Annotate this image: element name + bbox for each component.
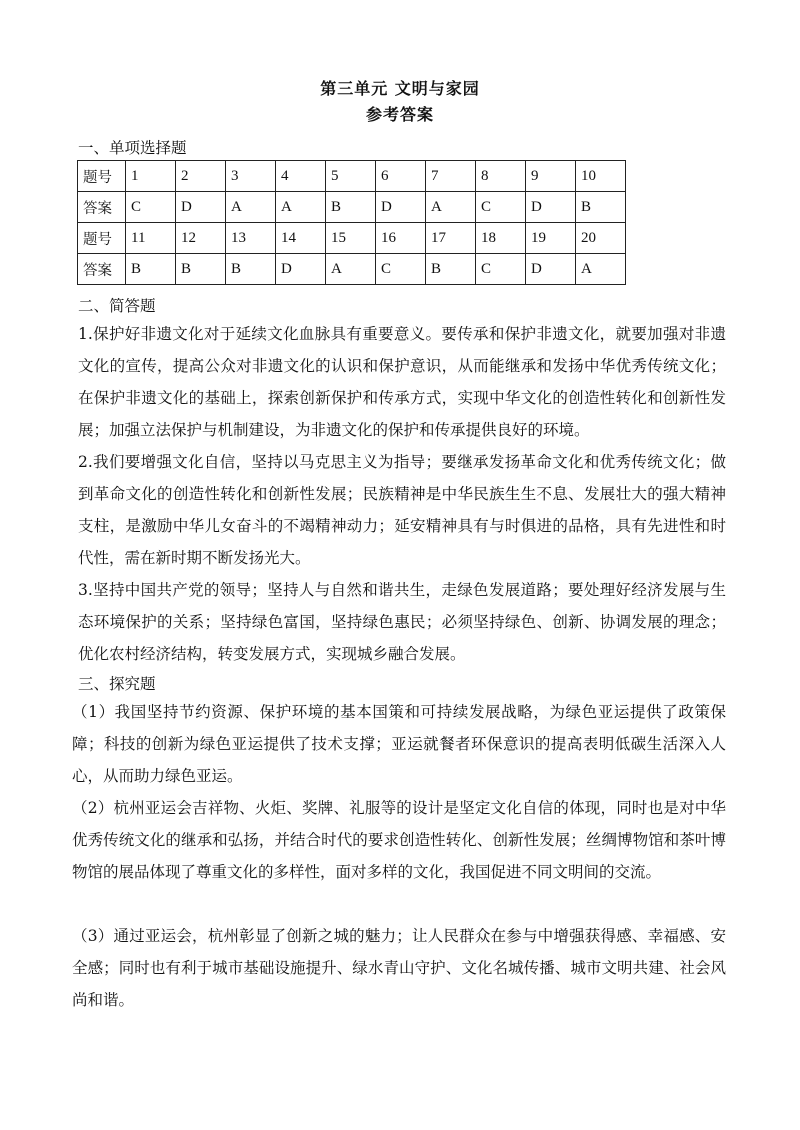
table-cell: D <box>176 192 226 223</box>
table-cell: A <box>326 254 376 285</box>
table-cell: 18 <box>476 223 526 254</box>
table-cell: C <box>126 192 176 223</box>
table-cell: B <box>176 254 226 285</box>
short-answer-2: 2.我们要增强文化自信，坚持以马克思主义为指导；要继承发扬革命文化和优秀传统文化；做到革命文化的创造性转化和创新性发展；民族精神是中华民族生生不息、发展壮大的强大精神支柱，是激励中华儿女奋斗的不竭精神动力；延安精神具有与时俱进的品格，具有先进性和时代性，需在新时期不断发扬光大。 <box>78 453 726 567</box>
short-answer-3: 3.坚持中国共产党的领导；坚持人与自然和谐共生，走绿色发展道路；要处理好经济发展与生态环境保护的关系；坚持绿色富国，坚持绿色惠民；必须坚持绿色、创新、协调发展的理念；优化农村经济结构，转变发展方式，实现城乡融合发展。 <box>78 581 726 663</box>
table-row <box>78 161 626 192</box>
table-cell: 20 <box>576 223 626 254</box>
table-cell: 1 <box>126 161 176 192</box>
table-cell: A <box>226 192 276 223</box>
table-cell: 9 <box>526 161 576 192</box>
table-cell: C <box>476 254 526 285</box>
table-cell: B <box>226 254 276 285</box>
table-cell: D <box>276 254 326 285</box>
table-cell: D <box>526 192 576 223</box>
table-cell: 15 <box>326 223 376 254</box>
table-cell: 10 <box>576 161 626 192</box>
table-cell: 14 <box>276 223 326 254</box>
table-cell: 2 <box>176 161 226 192</box>
table-cell: A <box>276 192 326 223</box>
section-heading-inquiry: 三、探究题 <box>78 675 156 693</box>
table-cell: 16 <box>376 223 426 254</box>
table-cell: A <box>576 254 626 285</box>
table-cell: C <box>476 192 526 223</box>
row-label: 题号 <box>78 161 126 192</box>
table-cell: 19 <box>526 223 576 254</box>
inquiry-answer-1: （1）我国坚持节约资源、保护环境的基本国策和可持续发展战略，为绿色亚运提供了政策保障；科技的创新为绿色亚运提供了技术支撑；亚运就餐者环保意识的提高表明低碳生活深入人心，从而助力绿色亚运。 <box>72 703 726 785</box>
short-answer-1: 1.保护好非遗文化对于延续文化血脉具有重要意义。要传承和保护非遗文化，就要加强对非遗文化的宣传，提高公众对非遗文化的认识和保护意识，从而能继承和发扬中华优秀传统文化；在保护非遗文化的基础上，探索创新保护和传承方式，实现中华文化的创造性转化和创新性发展；加强立法保护与机制建设，为非遗文化的保护和传承提供良好的环境。 <box>78 325 726 439</box>
table-cell: B <box>426 254 476 285</box>
table-cell: B <box>126 254 176 285</box>
table-row <box>78 192 626 223</box>
table-cell: D <box>526 254 576 285</box>
document-title: 第三单元 文明与家园 <box>320 79 480 98</box>
row-label: 答案 <box>78 192 126 223</box>
table-cell: 3 <box>226 161 276 192</box>
table-cell: 5 <box>326 161 376 192</box>
answer-table <box>77 160 626 285</box>
section-heading-short-answer: 二、简答题 <box>78 297 156 315</box>
table-cell: C <box>376 254 426 285</box>
table-cell: A <box>426 192 476 223</box>
table-cell: 8 <box>476 161 526 192</box>
table-cell: 6 <box>376 161 426 192</box>
table-cell: B <box>576 192 626 223</box>
table-cell: D <box>376 192 426 223</box>
table-cell: 4 <box>276 161 326 192</box>
table-cell: 11 <box>126 223 176 254</box>
table-cell: B <box>326 192 376 223</box>
row-label: 答案 <box>78 254 126 285</box>
table-cell: 13 <box>226 223 276 254</box>
table-row <box>78 223 626 254</box>
table-cell: 17 <box>426 223 476 254</box>
row-label: 题号 <box>78 223 126 254</box>
inquiry-answer-3: （3）通过亚运会，杭州彰显了创新之城的魅力；让人民群众在参与中增强获得感、幸福感、安全感；同时也有利于城市基础设施提升、绿水青山守护、文化名城传播、城市文明共建、社会风尚和谐。 <box>72 927 726 1009</box>
table-row <box>78 254 626 285</box>
table-cell: 7 <box>426 161 476 192</box>
document-subtitle: 参考答案 <box>365 105 434 124</box>
inquiry-answer-2: （2）杭州亚运会吉祥物、火炬、奖牌、礼服等的设计是坚定文化自信的体现，同时也是对中华优秀传统文化的继承和弘扬，并结合时代的要求创造性转化、创新性发展；丝绸博物馆和茶叶博物馆的展品体现了尊重文化的多样性，面对多样的文化，我国促进不同文明间的交流。 <box>72 799 726 881</box>
section-heading-multiple-choice: 一、单项选择题 <box>78 139 187 157</box>
table-cell: 12 <box>176 223 226 254</box>
